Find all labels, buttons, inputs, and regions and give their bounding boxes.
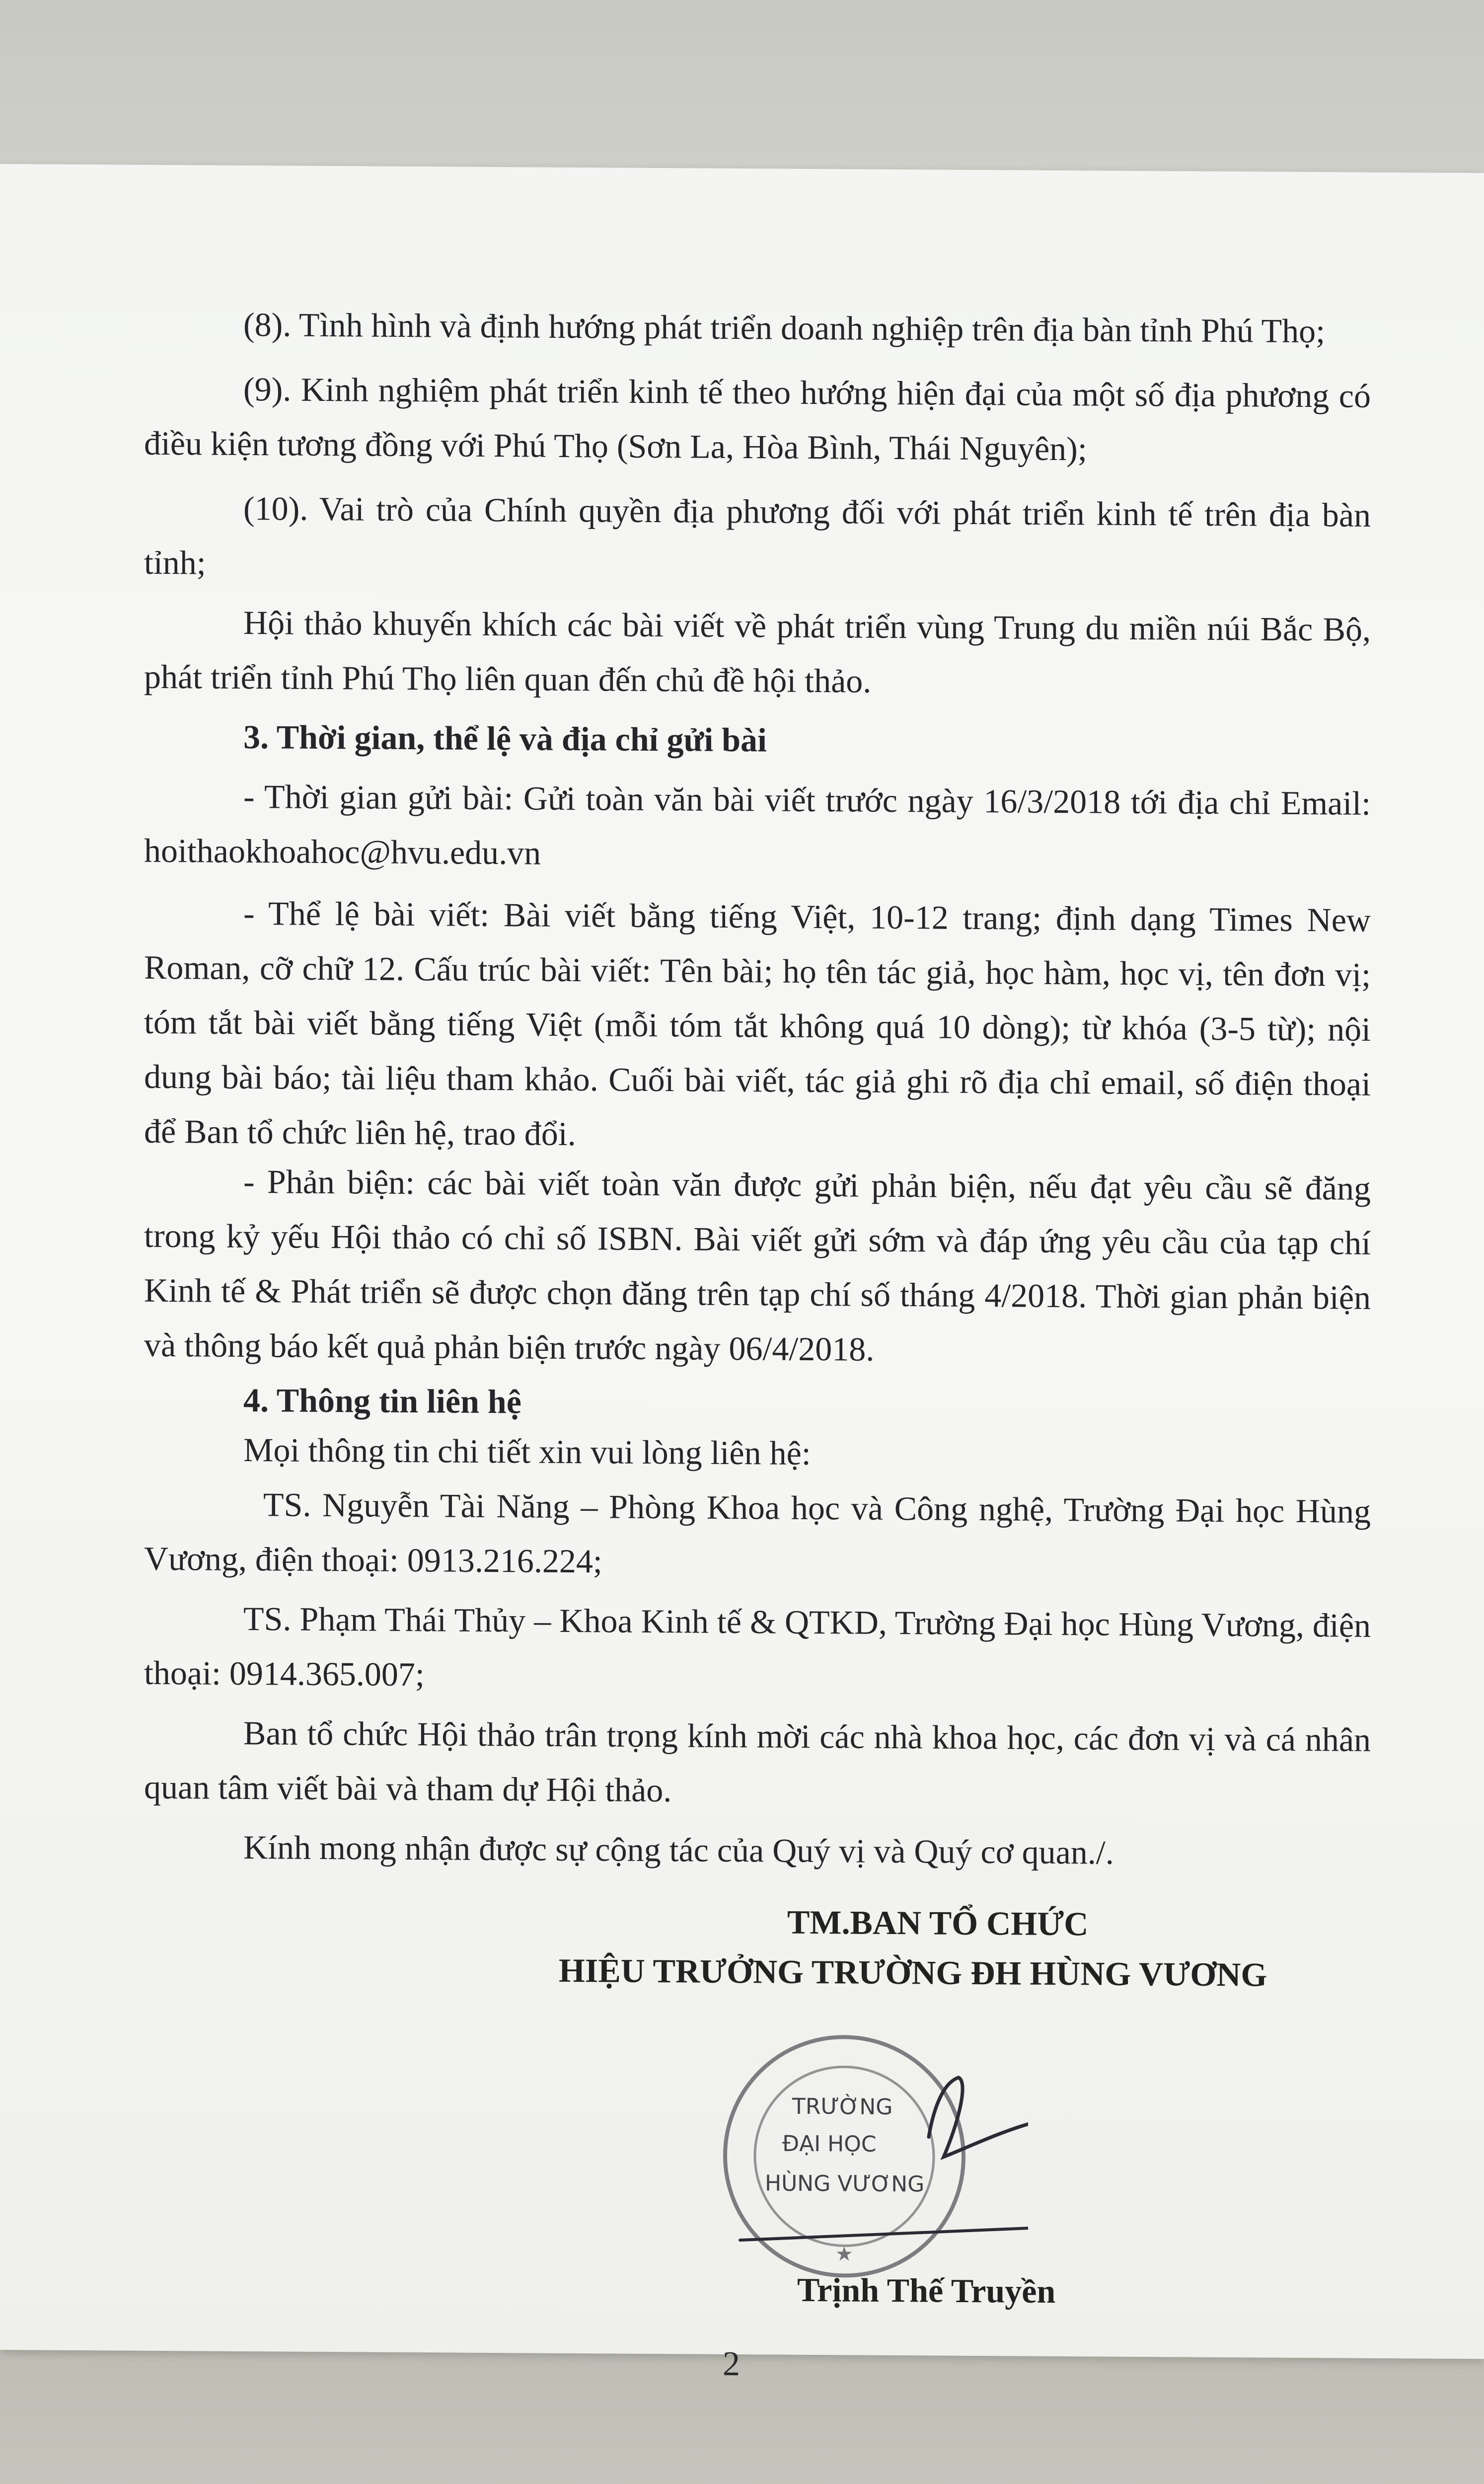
stamp-text-line-3: HÙNG VƯƠNG	[765, 2171, 925, 2197]
section-3-heading: 3. Thời gian, thể lệ và địa chỉ gửi bài	[243, 717, 767, 759]
signature-title-line-2: HIỆU TRƯỞNG TRƯỜNG ĐH HÙNG VƯƠNG	[559, 1951, 1267, 1994]
contact-intro: Mọi thông tin chi tiết xin vui lòng liên hệ:	[243, 1430, 811, 1472]
closing-line: Kính mong nhận được sự cộng tác của Quý vị và Quý cơ quan./.	[243, 1828, 1114, 1871]
submission-deadline-paragraph: - Thời gian gửi bài: Gửi toàn văn bài viết trước ngày 16/3/2018 tới địa chỉ Email: hoithaokhoahoc@hvu.edu.vn	[144, 777, 1371, 872]
list-item-10: (10). Vai trò của Chính quyền địa phương đối với phát triển kinh tế trên địa bàn tỉnh;	[144, 489, 1371, 582]
list-item-9: (9). Kinh nghiệm phát triển kinh tế theo hướng hiện đại của một số địa phương có điều kiện tương đồng với Phú Thọ (Sơn La, Hòa Bình, Thái Nguyên);	[144, 370, 1371, 468]
background-table-top	[0, 0, 1484, 189]
document-page	[0, 164, 1484, 2384]
list-item-8: (8). Tình hình và định hướng phát triển doanh nghiệp trên địa bàn tỉnh Phú Thọ;	[243, 305, 1325, 350]
section-4-heading: 4. Thông tin liên hệ	[243, 1381, 521, 1421]
signer-name: Trịnh Thế Truyền	[797, 2270, 1056, 2310]
background-table-bottom	[0, 2345, 1484, 2484]
invitation-paragraph: Ban tổ chức Hội thảo trân trọng kính mời các nhà khoa học, các đơn vị và cá nhân quan tâm viết bài và tham dự Hội thảo.	[144, 1713, 1371, 1809]
stamp-text-line-1: TRƯỜNG	[792, 2094, 893, 2120]
official-stamp	[710, 2007, 1028, 2287]
contact-person-1: TS. Nguyễn Tài Năng – Phòng Khoa học và Công nghệ, Trường Đại học Hùng Vương, điện thoại: 0913.216.224;	[144, 1485, 1371, 1580]
contact-person-2: TS. Phạm Thái Thủy – Khoa Kinh tế & QTKD, Trường Đại học Hùng Vương, điện thoại: 0914.365.007;	[144, 1599, 1371, 1694]
article-rules-paragraph: - Thể lệ bài viết: Bài viết bằng tiếng Việt, 10-12 trang; định dạng Times New Roman, cỡ chữ 12. Cấu trúc bài viết: Tên bài; họ tên tác giả, học hàm, học vị, tên đơn vị; tóm tắt bài viết bằng tiếng Việt (mỗi tóm tắt không quá 10 dòng); từ khóa (3-5 từ); nội dung bài báo; tài liệu tham khảo. Cuối bài viết, tác giả ghi rõ địa chỉ email, số điện thoại để Ban tổ chức liên hệ, trao đổi.	[144, 894, 1371, 1153]
review-paragraph: - Phản biện: các bài viết toàn văn được gửi phản biện, nếu đạt yêu cầu sẽ đăng trong kỷ yếu Hội thảo có chỉ số ISBN. Bài viết gửi sớm và đáp ứng yêu cầu của tạp chí Kinh tế & Phát triển sẽ được chọn đăng trên tạp chí số tháng 4/2018. Thời gian phản biện và thông báo kết quả phản biện trước ngày 06/4/2018.	[144, 1162, 1371, 1368]
page-number: 2	[723, 2344, 740, 2384]
svg-text:★: ★	[835, 2243, 853, 2266]
signature-title-line-1: TM.BAN TỔ CHỨC	[787, 1903, 1089, 1943]
stamp-text-line-2: ĐẠI HỌC	[782, 2131, 877, 2157]
encouragement-paragraph: Hội thảo khuyến khích các bài viết về phát triển vùng Trung du miền núi Bắc Bộ, phát triển tỉnh Phú Thọ liên quan đến chủ đề hội thảo.	[144, 603, 1371, 700]
